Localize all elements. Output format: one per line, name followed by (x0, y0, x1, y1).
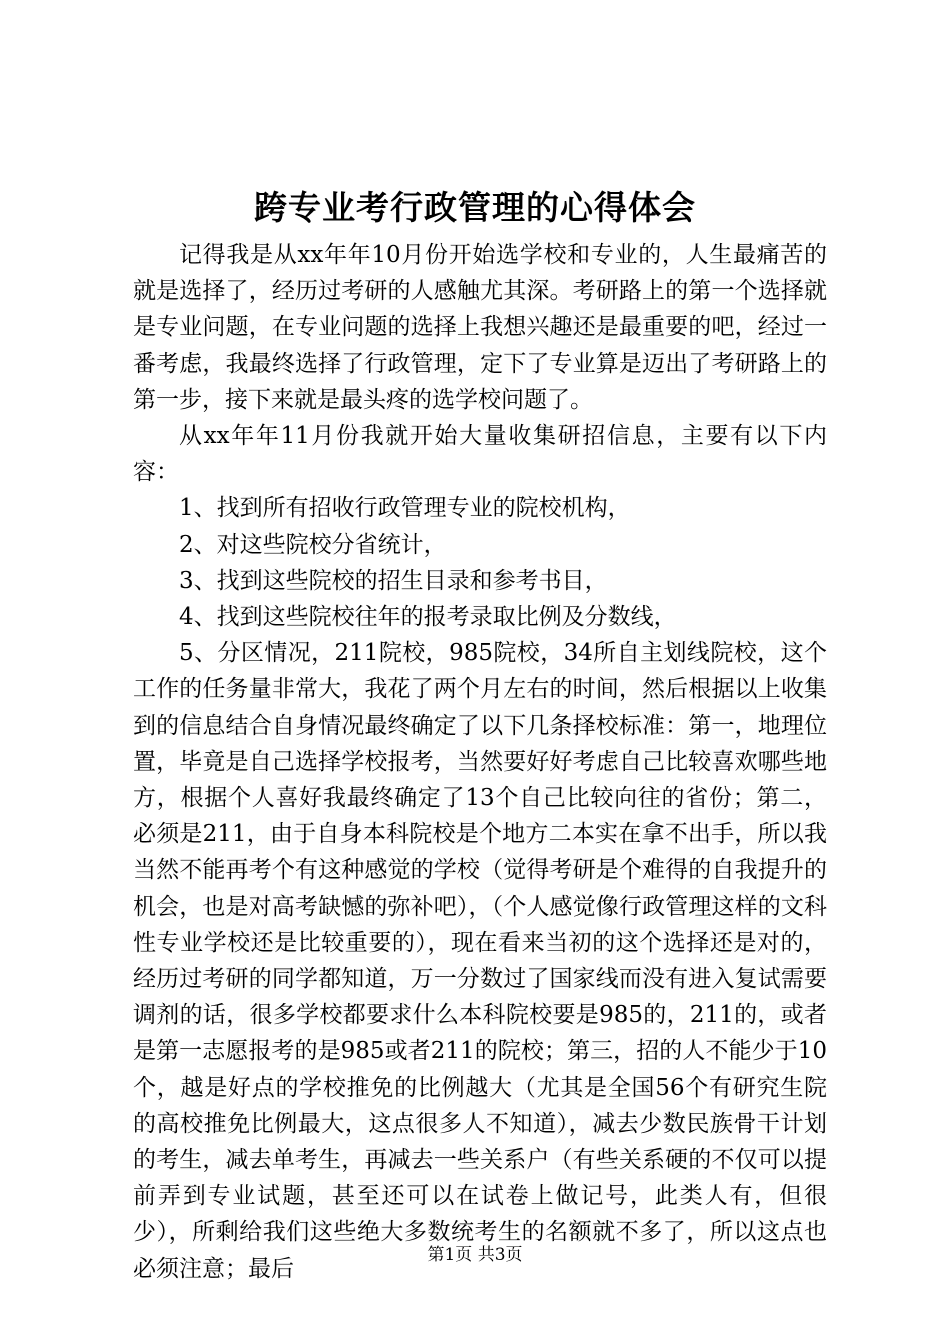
list-item-2: 2、对这些院校分省统计， (179, 531, 447, 558)
list-item-3: 3、找到这些院校的招生目录和参考书目， (179, 567, 608, 594)
list-item-5: 5、分区情况，211院校，985院校，34所自主划线院校，这个工作的任务量非常大，我花了两个月左右的时间，然后根据以上收集到的信息结合自身情况最终确定了以下几条择校标准：第一，地理位置，毕竟是自己选择学校报考，当然要好好考虑自己比较喜欢哪些地方，根据个人喜好我最终确定了13个自己比较向往的省份；第二，必须是211，由于自身本科院校是个地方二本实在拿不出手，所以我当然不能再考个有这种感觉的学校（觉得考研是个难得的自我提升的机会，也是对高考缺憾的弥补吧），（个人感觉像行政管理这样的文科性专业学校还是比较重要的），现在看来当初的这个选择还是对的，经历过考研的同学都知道，万一分数过了国家线而没有进入复试需要调剂的话，很多学校都要求什么本科院校要是985的，211的，或者是第一志愿报考的是985或者211的院校；第三，招的人不能少于10个，越是好点的学校推免的比例越大（尤其是全国56个有研究生院的高校推免比例最大，这点很多人不知道），减去少数民族骨干计划的考生，减去单考生，再减去一些关系户（有些关系硬的不仅可以提前弄到专业试题，甚至还可以在试卷上做记号，此类人有，但很少），所剩给我们这些绝大多数统考生的名额就不多了，所以这点也必须注意；最后 (133, 640, 827, 1282)
paragraph-info-collection: 从xx年年11月份我就开始大量收集研招信息，主要有以下内容： (133, 423, 827, 486)
document-title: 跨专业考行政管理的心得体会 (254, 188, 696, 227)
document-body (133, 237, 827, 1287)
paragraph-intro: 记得我是从xx年年10月份开始选学校和专业的，人生最痛苦的就是选择了，经历过考研的人感触尤其深。考研路上的第一个选择就是专业问题，在专业问题的选择上我想兴趣还是最重要的吧，经过一番考虑，我最终选择了行政管理，定下了专业算是迈出了考研路上的第一步，接下来就是最头疼的选学校问题了。 (133, 242, 827, 413)
list-item-4: 4、找到这些院校往年的报考录取比例及分数线， (179, 604, 677, 631)
list-item-1: 1、找到所有招收行政管理专业的院校机构， (179, 495, 631, 522)
page-number-footer: 第1页 共3页 (427, 1245, 523, 1265)
